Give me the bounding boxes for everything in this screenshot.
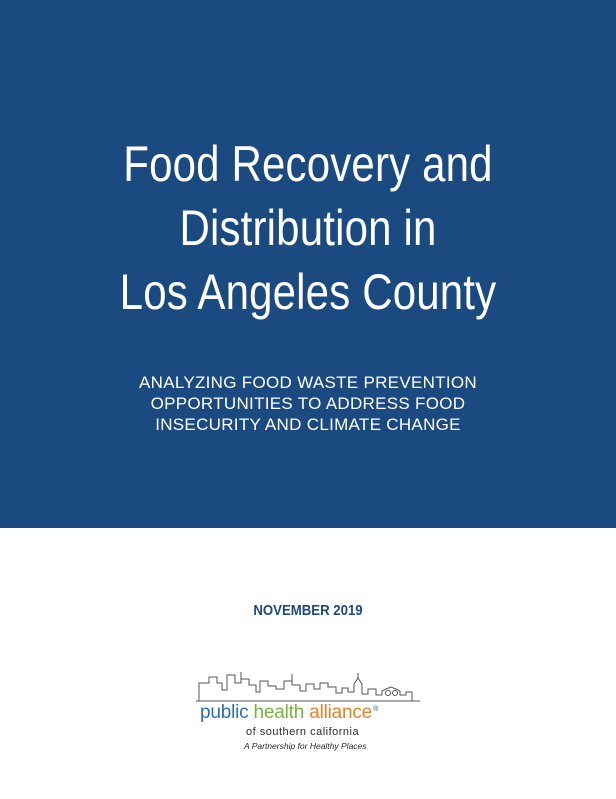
city-skyline-icon [196,670,420,704]
registered-mark: ® [373,705,379,713]
report-title [49,132,566,324]
subtitle-line-3: INSECURITY AND CLIMATE CHANGE [155,415,461,434]
title-line-1: Food Recovery and [123,136,493,192]
subtitle-line-2: OPPORTUNITIES TO ADDRESS FOOD [150,394,466,413]
title-line-3: Los Angeles County [119,264,497,320]
subtitle-line-1: ANALYZING FOOD WASTE PREVENTION [138,373,477,392]
logo-wordmark [200,702,378,724]
publication-date: NOVEMBER 2019 [253,602,363,619]
logo-tagline: A Partnership for Healthy Places [244,741,367,751]
logo-region: of southern california [246,726,360,738]
report-subtitle [0,372,616,435]
logo-word-public: public [200,702,249,723]
title-line-2: Distribution in [179,200,437,256]
logo-word-alliance: alliance [309,702,373,723]
logo-word-health: health [253,702,305,723]
organization-logo [190,670,426,754]
